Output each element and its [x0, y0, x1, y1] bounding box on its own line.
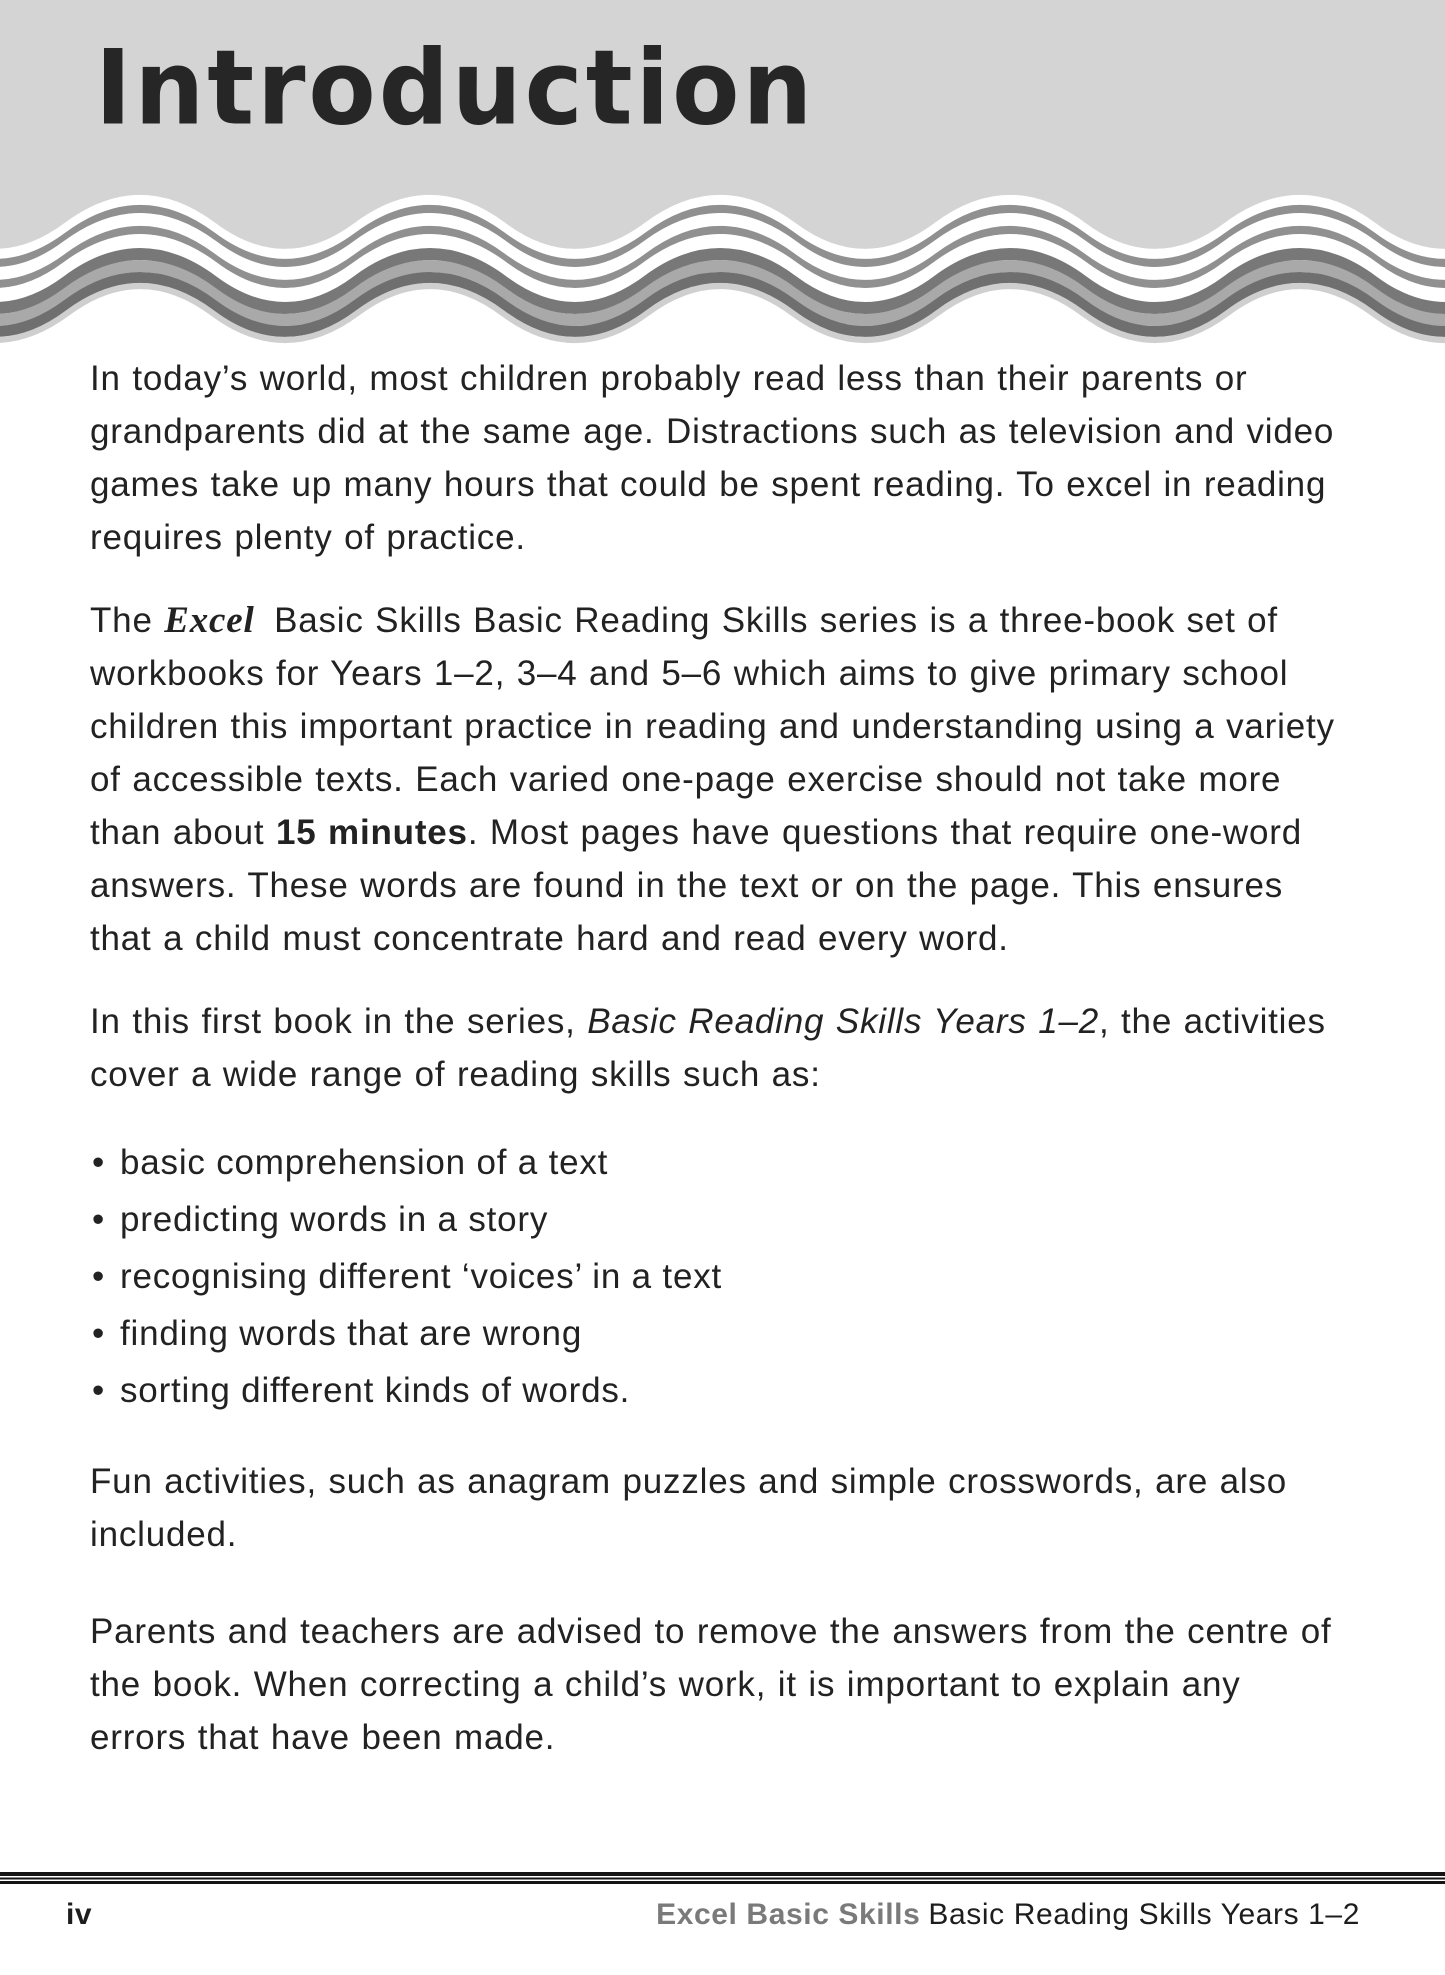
- footer-brand: Excel Basic Skills: [656, 1898, 921, 1931]
- paragraph: The Excel Basic Skills Basic Reading Skills series is a three-book set of workbooks for Years 1–2, 3–4 and 5–6 which aims to give primary school children this important practice in reading and understanding using a variety of accessible texts. Each varied one-page exercise should not take more than about 15 minutes. Most pages have questions that require one-word answers. These words are found in the text or on the page. This ensures that a child must concentrate hard and read every word.: [90, 600, 1335, 958]
- footer-row: [66, 1898, 1360, 1932]
- bullet-item: • basic comprehension of a text: [90, 1141, 1340, 1185]
- paragraph: In today’s world, most children probably read less than their parents or grandparents did at the same age. Distractions such as television and video games take up many hours that could be spent reading. To excel in reading requires plenty of practice.: [90, 359, 1335, 557]
- bullet-item: • recognising different ‘voices’ in a text: [90, 1255, 1340, 1299]
- paragraph: Parents and teachers are advised to remove the answers from the centre of the book. When correcting a child’s work, it is important to explain any errors that have been made.: [90, 1612, 1332, 1757]
- excel-brand-wordmark: Excel: [164, 600, 255, 641]
- reading-skills-list: [90, 1141, 1340, 1413]
- footer-title: [656, 1898, 1360, 1932]
- introduction-body: [90, 352, 1340, 1794]
- footer-book-title: Basic Reading Skills Years 1–2: [928, 1898, 1360, 1931]
- page-number: iv: [66, 1898, 93, 1931]
- bullet-item: • finding words that are wrong: [90, 1312, 1340, 1356]
- bullet-item: • sorting different kinds of words.: [90, 1369, 1340, 1413]
- bullet-item: • predicting words in a story: [90, 1198, 1340, 1242]
- paragraph: Fun activities, such as anagram puzzles and simple crosswords, are also included.: [90, 1462, 1288, 1554]
- page-title: Introduction: [95, 28, 816, 149]
- paragraph: In this first book in the series, Basic Reading Skills Years 1–2, the activities cover a wide range of reading skills such as:: [90, 1002, 1326, 1094]
- footer-rule: [0, 1872, 1445, 1884]
- page-header: [0, 0, 1445, 350]
- page-footer: [0, 1872, 1445, 1932]
